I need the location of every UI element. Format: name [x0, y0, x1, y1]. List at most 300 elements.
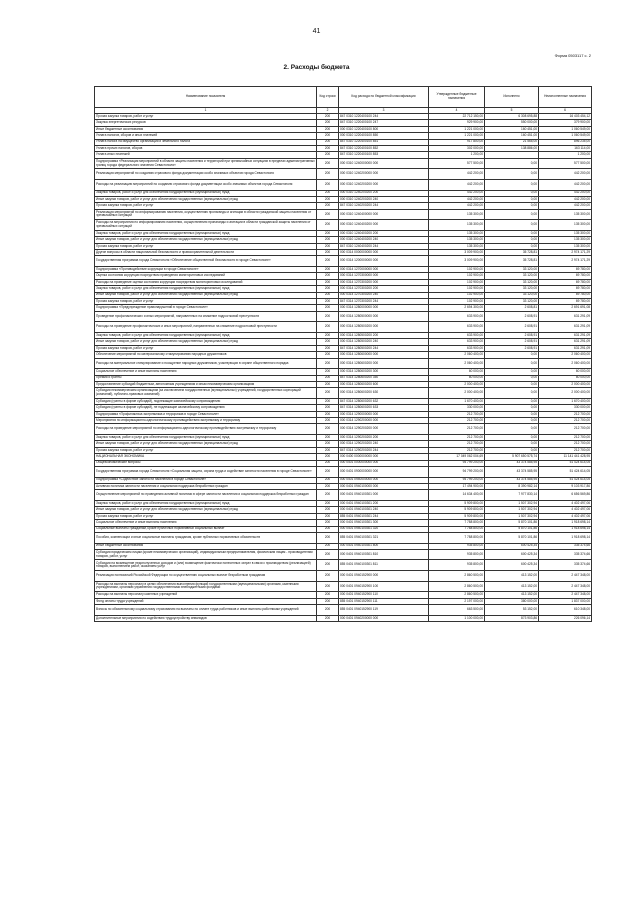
- cell-approved: 442 200,00: [429, 196, 485, 202]
- cell-line-code: 200: [317, 322, 339, 333]
- cell-kbk: 000 0314 1280600200 300: [339, 369, 429, 375]
- cell-executed: 0,00: [485, 369, 539, 375]
- cell-approved: 2 694 300,00: [429, 305, 485, 311]
- cell-approved: 302 000,00: [429, 145, 485, 151]
- cell-name: Прочая закупка товаров, работ и услуг: [95, 513, 317, 519]
- cell-name: Общеэкономические вопросы: [95, 460, 317, 466]
- cell-name: Социальное обеспечение и иные выплаты населению: [95, 520, 317, 526]
- header-unexecuted: Неисполненные назначения: [539, 87, 592, 108]
- header-number: 3: [339, 108, 429, 114]
- cell-executed: 0,00: [485, 230, 539, 236]
- cell-approved: 14 634 400,00: [429, 490, 485, 501]
- cell-executed: 0,00: [485, 398, 539, 404]
- cell-kbk: 000 0310 1240200200 000: [339, 179, 429, 190]
- cell-name: Прочая закупка товаров, работ и услуг: [95, 203, 317, 209]
- cell-unexecuted: 4 402 497,06: [539, 500, 592, 506]
- header-line-code: Код строки: [317, 87, 339, 108]
- cell-approved: 935 800,00: [429, 543, 485, 549]
- cell-line-code: 200: [317, 424, 339, 435]
- cell-executed: 33 120,00: [485, 279, 539, 285]
- cell-kbk: 000 0314 1200000000 000: [339, 256, 429, 267]
- cell-line-code: 200: [317, 447, 339, 453]
- cell-line-code: 200: [317, 339, 339, 345]
- cell-line-code: 200: [317, 243, 339, 249]
- cell-unexecuted: 1 837 000,00: [539, 598, 592, 604]
- cell-kbk: 000 0310 1240200000 000: [339, 169, 429, 180]
- cell-approved: 212 700,00: [429, 447, 485, 453]
- cell-unexecuted: 896 235,00: [539, 139, 592, 145]
- cell-approved: 7 788 800,00: [429, 526, 485, 532]
- cell-approved: 135 300,00: [429, 220, 485, 231]
- cell-kbk: 000 0314 1280600200 600: [339, 381, 429, 387]
- cell-name: Пособия, компенсации и иные социальные выплаты гражданам, кроме публичных нормативных обязательств: [95, 532, 317, 543]
- cell-line-code: 200: [317, 152, 339, 158]
- cell-name: НАЦИОНАЛЬНАЯ ЭКОНОМИКА: [95, 454, 317, 460]
- cell-line-code: 200: [317, 405, 339, 411]
- cell-unexecuted: 2 000 400,00: [539, 381, 592, 387]
- cell-line-code: 200: [317, 311, 339, 322]
- cell-line-code: 200: [317, 286, 339, 292]
- cell-executed: 0,00: [485, 196, 539, 202]
- cell-name: Социальное обеспечение и иные выплаты населению: [95, 369, 317, 375]
- cell-approved: 17 049 062 004,69: [429, 454, 485, 460]
- cell-kbk: 000 0314 1270300200 000: [339, 279, 429, 285]
- cell-executed: 5 870 101,86: [485, 520, 539, 526]
- cell-unexecuted: 2 000 400,00: [539, 388, 592, 399]
- cell-unexecuted: 610 348,00: [539, 605, 592, 616]
- cell-approved: 212 700,00: [429, 424, 485, 435]
- cell-name: Обеспечение мероприятий по материальному стимулированию народных дружинников: [95, 352, 317, 358]
- cell-name: Закупка товаров, работ и услуг для обеспечения государственных (муниципальных) нужд: [95, 435, 317, 441]
- cell-unexecuted: 4 402 497,06: [539, 513, 592, 519]
- cell-executed: 2 608,91: [485, 322, 539, 333]
- cell-unexecuted: 135 300,00: [539, 209, 592, 220]
- cell-approved: 1 670 400,00: [429, 398, 485, 404]
- cell-approved: 7 788 800,00: [429, 520, 485, 526]
- header-name: Наименование показателя: [95, 87, 317, 108]
- cell-line-code: 200: [317, 560, 339, 571]
- cell-approved: 2 860 500,00: [429, 571, 485, 582]
- cell-executed: 600 425,34: [485, 549, 539, 560]
- cell-name: Иные закупки товаров, работ и услуг для обеспечения государственных (муниципальных) нужд: [95, 292, 317, 298]
- cell-unexecuted: 442 200,00: [539, 203, 592, 209]
- cell-executed: 0,00: [485, 352, 539, 358]
- cell-kbk: 000 0401 0940000000 000: [339, 477, 429, 483]
- header-kbk: Код расхода по бюджетной классификации: [339, 87, 429, 108]
- cell-kbk: 000 0401 0900000000 000: [339, 466, 429, 477]
- cell-executed: 5 907 650 575,74: [485, 454, 539, 460]
- cell-executed: 8 390 982,14: [485, 483, 539, 489]
- form-code: Форма 0503117 с. 2: [554, 53, 591, 58]
- cell-kbk: 847 0310 1220400100 247: [339, 120, 429, 126]
- cell-executed: 0,00: [485, 441, 539, 447]
- cell-approved: 102 900,00: [429, 273, 485, 279]
- cell-line-code: 200: [317, 267, 339, 273]
- cell-line-code: 200: [317, 179, 339, 190]
- cell-unexecuted: 212 700,00: [539, 447, 592, 453]
- cell-approved: 5 909 800,00: [429, 507, 485, 513]
- cell-name: Государственная программа города Севастополя «Обеспечение общественной безопасности в городе Севастополе»: [95, 256, 317, 267]
- table-row: [95, 220, 592, 231]
- cell-executed: 550 000,00: [485, 120, 539, 126]
- cell-kbk: 000 0314 1290200200 200: [339, 435, 429, 441]
- header-number: 2: [317, 108, 339, 114]
- cell-line-code: 200: [317, 220, 339, 231]
- cell-name: Подпрограмма «Предупреждение правонарушений в городе Севастополе»: [95, 305, 317, 311]
- cell-name: Реализация мероприятий по созданию страхового фонда документации особо значимых объектов города Севастополя: [95, 169, 317, 180]
- cell-name: Расходы на проведение мероприятий по информационно-идеологическому противодействию экстремизму и терроризму: [95, 424, 317, 435]
- cell-kbk: 000 0401 0940100301 300: [339, 520, 429, 526]
- cell-kbk: 855 0401 0940100301 811: [339, 560, 429, 571]
- cell-executed: 33 120,00: [485, 286, 539, 292]
- cell-name: Субсидии некоммерческим организациям (за исключением государственных (муниципальных) учреждений, государственных корпораций (компаний), публично-правовых компаний): [95, 388, 317, 399]
- cell-approved: 577 500,00: [429, 158, 485, 169]
- cell-approved: 102 900,00: [429, 286, 485, 292]
- cell-kbk: 000 0314 1290000000 000: [339, 411, 429, 417]
- cell-unexecuted: 631 291,09: [539, 345, 592, 351]
- cell-kbk: 000 0401 0000000000 000: [339, 460, 429, 466]
- cell-approved: 5 909 800,00: [429, 500, 485, 506]
- cell-approved: 1 200,00: [429, 152, 485, 158]
- cell-executed: 0,00: [485, 243, 539, 249]
- cell-approved: 17 494 900,00: [429, 483, 485, 489]
- cell-unexecuted: 226 096,14: [539, 615, 592, 621]
- cell-approved: 633 900,00: [429, 339, 485, 345]
- cell-executed: 7 977 830,14: [485, 490, 539, 501]
- cell-kbk: 847 0314 1270300200 244: [339, 298, 429, 304]
- cell-executed: 413 152,00: [485, 571, 539, 582]
- cell-unexecuted: 2 060 400,00: [539, 358, 592, 369]
- header-number: 6: [539, 108, 592, 114]
- cell-name: Закупка товаров, работ и услуг для обеспечения государственных (муниципальных) нужд: [95, 286, 317, 292]
- table-row: [95, 490, 592, 501]
- cell-kbk: 000 0314 1280500200 240: [339, 339, 429, 345]
- cell-executed: 1 507 302,94: [485, 500, 539, 506]
- cell-executed: 380 000,00: [485, 598, 539, 604]
- cell-approved: 442 200,00: [429, 203, 485, 209]
- cell-kbk: 000 0401 0940152900 100: [339, 581, 429, 592]
- cell-line-code: 200: [317, 190, 339, 196]
- cell-kbk: 000 0314 1280600200 630: [339, 388, 429, 399]
- cell-approved: 1 221 000,00: [429, 133, 485, 139]
- cell-line-code: 200: [317, 532, 339, 543]
- cell-unexecuted: 163 114,00: [539, 145, 592, 151]
- cell-name: Подпрограмма «Содействие занятости населения в городе Севастополе»: [95, 477, 317, 483]
- cell-unexecuted: 2 974 171,29: [539, 250, 592, 256]
- cell-name: Дополнительные мероприятия по содействию трудоустройству инвалидов: [95, 615, 317, 621]
- cell-kbk: 000 0314 1280600000 000: [339, 352, 429, 358]
- cell-approved: 7 788 800,00: [429, 532, 485, 543]
- cell-unexecuted: 631 291,09: [539, 339, 592, 345]
- cell-unexecuted: 442 200,00: [539, 196, 592, 202]
- cell-kbk: 855 0401 0940100301 321: [339, 532, 429, 543]
- cell-line-code: 200: [317, 145, 339, 151]
- table-row: [95, 388, 592, 399]
- cell-name: Уплата прочих налогов, сборов: [95, 145, 317, 151]
- cell-kbk: 000 0401 0940100301 810: [339, 549, 429, 560]
- cell-approved: 135 300,00: [429, 243, 485, 249]
- cell-approved: 633 900,00: [429, 332, 485, 338]
- cell-kbk: 000 0314 1270300000 000: [339, 273, 429, 279]
- cell-unexecuted: 60 000,00: [539, 375, 592, 381]
- cell-line-code: 200: [317, 352, 339, 358]
- cell-executed: 0,00: [485, 411, 539, 417]
- cell-kbk: 000 0314 1280500000 000: [339, 311, 429, 322]
- table-row: [95, 169, 592, 180]
- cell-unexecuted: 2 447 348,00: [539, 581, 592, 592]
- cell-kbk: 000 0310 1240200200 240: [339, 196, 429, 202]
- cell-executed: 33 120,00: [485, 267, 539, 273]
- cell-executed: 2 608,91: [485, 345, 539, 351]
- cell-kbk: 000 0310 1240400200 240: [339, 237, 429, 243]
- cell-kbk: 847 0314 1280600200 350: [339, 375, 429, 381]
- header-number: 4: [429, 108, 485, 114]
- cell-kbk: 855 0401 0940152900 119: [339, 605, 429, 616]
- cell-approved: 633 900,00: [429, 311, 485, 322]
- cell-name: Реализация полномочий Российской Федерации по осуществлению социальных выплат безработным гражданам: [95, 571, 317, 582]
- cell-executed: 600 425,34: [485, 543, 539, 549]
- cell-executed: 5 870 101,86: [485, 526, 539, 532]
- cell-executed: 33 120,00: [485, 292, 539, 298]
- cell-line-code: 200: [317, 571, 339, 582]
- cell-kbk: 847 0310 1240400200 244: [339, 243, 429, 249]
- cell-name: Осуществление мероприятий по проведению активной политики в сфере занятости населения и социальная поддержка безработных граждан: [95, 490, 317, 501]
- cell-name: Уплата налогов, сборов и иных платежей: [95, 133, 317, 139]
- cell-unexecuted: 379 900,00: [539, 120, 592, 126]
- cell-executed: 35 728,81: [485, 256, 539, 267]
- cell-name: Реализация мероприятий по информированию населения, осуществлению пропаганды и агитации в области гражданской защиты населения от чрезвычайных ситуаций: [95, 209, 317, 220]
- cell-line-code: 200: [317, 292, 339, 298]
- page-number: 41: [312, 28, 321, 35]
- header-number: 1: [95, 108, 317, 114]
- cell-executed: 0,00: [485, 447, 539, 453]
- cell-line-code: 200: [317, 460, 339, 466]
- cell-kbk: 847 0310 1220400100 853: [339, 152, 429, 158]
- cell-executed: 0,00: [485, 209, 539, 220]
- cell-executed: 5 870 101,86: [485, 532, 539, 543]
- cell-unexecuted: 51 424 614,05: [539, 477, 592, 483]
- cell-unexecuted: 1 670 400,00: [539, 398, 592, 404]
- cell-name: Расходы на выплаты персоналу казенных учреждений: [95, 592, 317, 598]
- cell-approved: 2 860 500,00: [429, 581, 485, 592]
- cell-unexecuted: 135 300,00: [539, 230, 592, 236]
- cell-kbk: 000 0310 1240400000 000: [339, 209, 429, 220]
- cell-kbk: 000 0314 1280600200 000: [339, 358, 429, 369]
- cell-line-code: 200: [317, 581, 339, 592]
- cell-kbk: 000 0310 1240400200 000: [339, 220, 429, 231]
- cell-name: Премии и гранты: [95, 375, 317, 381]
- cell-executed: 0,00: [485, 190, 539, 196]
- cell-approved: 935 800,00: [429, 549, 485, 560]
- cell-kbk: 000 0401 0940100301 200: [339, 500, 429, 506]
- cell-kbk: 000 0314 1280000000 000: [339, 305, 429, 311]
- header-number: 5: [485, 108, 539, 114]
- cell-approved: 929 900,00: [429, 120, 485, 126]
- cell-approved: 135 300,00: [429, 209, 485, 220]
- cell-executed: 0,00: [485, 381, 539, 387]
- cell-approved: 212 700,00: [429, 441, 485, 447]
- table-row: [95, 179, 592, 190]
- cell-executed: 873 903,86: [485, 615, 539, 621]
- cell-line-code: 200: [317, 615, 339, 621]
- cell-line-code: 200: [317, 543, 339, 549]
- cell-unexecuted: 69 780,00: [539, 298, 592, 304]
- cell-approved: 22 712 150,00: [429, 114, 485, 120]
- cell-approved: 1 100 000,00: [429, 615, 485, 621]
- cell-executed: 0,00: [485, 358, 539, 369]
- cell-executed: 2 608,91: [485, 311, 539, 322]
- cell-name: Закупка товаров, работ и услуг для обеспечения государственных (муниципальных) нужд: [95, 332, 317, 338]
- cell-line-code: 200: [317, 209, 339, 220]
- cell-line-code: 200: [317, 256, 339, 267]
- cell-executed: 600 425,34: [485, 560, 539, 571]
- cell-unexecuted: 51 424 614,05: [539, 466, 592, 477]
- cell-line-code: 200: [317, 526, 339, 532]
- cell-line-code: 200: [317, 411, 339, 417]
- cell-kbk: 000 0401 0940100301 240: [339, 507, 429, 513]
- cell-executed: 1 507 302,94: [485, 513, 539, 519]
- cell-unexecuted: 631 291,09: [539, 322, 592, 333]
- header-executed: Исполнено: [485, 87, 539, 108]
- cell-executed: 0,00: [485, 424, 539, 435]
- cell-executed: 2 608,91: [485, 339, 539, 345]
- cell-approved: 633 900,00: [429, 322, 485, 333]
- cell-line-code: 200: [317, 345, 339, 351]
- cell-kbk: 000 0401 0940100301 000: [339, 490, 429, 501]
- cell-unexecuted: 1 060 549,00: [539, 126, 592, 132]
- cell-name: Субсидии (гранты в форме субсидий), подлежащие казначейскому сопровождению: [95, 398, 317, 404]
- cell-kbk: 855 0401 0940100301 244: [339, 513, 429, 519]
- cell-approved: 102 900,00: [429, 279, 485, 285]
- cell-name: Подпрограмма «Профилактика экстремизма и терроризма в городе Севастополе»: [95, 411, 317, 417]
- cell-line-code: 200: [317, 441, 339, 447]
- cell-approved: 94 799 200,00: [429, 460, 485, 466]
- cell-executed: 1 507 302,94: [485, 507, 539, 513]
- cell-name: Субсидии (гранты в форме субсидий), не подлежащие казначейскому сопровождению: [95, 405, 317, 411]
- cell-kbk: 000 0314 1280500200 200: [339, 332, 429, 338]
- cell-kbk: 847 0310 1220400100 851: [339, 139, 429, 145]
- cell-kbk: 000 0401 0940100301 320: [339, 526, 429, 532]
- cell-approved: 5 909 800,00: [429, 513, 485, 519]
- cell-name: Расходы на проведение оценки состояния коррупции посредством мониторинговых исследований: [95, 279, 317, 285]
- cell-executed: 0,00: [485, 220, 539, 231]
- table-row: [95, 581, 592, 592]
- cell-executed: 43 374 585,95: [485, 460, 539, 466]
- cell-line-code: 200: [317, 549, 339, 560]
- cell-unexecuted: 212 700,00: [539, 441, 592, 447]
- cell-name: Иные закупки товаров, работ и услуг для обеспечения государственных (муниципальных) нужд: [95, 339, 317, 345]
- table-row: [95, 615, 592, 621]
- cell-approved: 2 000 400,00: [429, 388, 485, 399]
- cell-approved: 60 000,00: [429, 369, 485, 375]
- cell-line-code: 200: [317, 298, 339, 304]
- cell-unexecuted: 135 300,00: [539, 237, 592, 243]
- cell-unexecuted: 212 700,00: [539, 424, 592, 435]
- cell-line-code: 200: [317, 466, 339, 477]
- table-row: [95, 358, 592, 369]
- cell-line-code: 200: [317, 454, 339, 460]
- cell-executed: 0,00: [485, 169, 539, 180]
- cell-kbk: 847 0314 1280500200 244: [339, 345, 429, 351]
- cell-unexecuted: 2 447 348,00: [539, 571, 592, 582]
- cell-line-code: 200: [317, 598, 339, 604]
- cell-executed: 43 374 585,95: [485, 466, 539, 477]
- cell-approved: 212 700,00: [429, 418, 485, 424]
- cell-kbk: 000 0401 0940152900 110: [339, 592, 429, 598]
- cell-executed: 0,00: [485, 237, 539, 243]
- table-row: [95, 466, 592, 477]
- cell-line-code: 200: [317, 358, 339, 369]
- cell-unexecuted: 442 200,00: [539, 179, 592, 190]
- cell-name: Иные закупки товаров, работ и услуг для обеспечения государственных (муниципальных) нужд: [95, 237, 317, 243]
- cell-line-code: 200: [317, 520, 339, 526]
- cell-kbk: 000 0310 1240200200 200: [339, 190, 429, 196]
- cell-name: Подпрограмма «Реализация мероприятий в области защиты населения и территорий при чрезвычайных ситуациях в пределах административных границ города федерального значения Севастополя»: [95, 158, 317, 169]
- cell-kbk: 000 0314 1290200000 000: [339, 418, 429, 424]
- cell-approved: 633 900,00: [429, 345, 485, 351]
- cell-name: Активная политика занятости населения и социальная поддержка безработных граждан: [95, 483, 317, 489]
- table-row: [95, 256, 592, 267]
- cell-line-code: 200: [317, 592, 339, 598]
- cell-name: Закупка товаров, работ и услуг для обеспечения государственных (муниципальных) нужд: [95, 230, 317, 236]
- cell-line-code: 200: [317, 477, 339, 483]
- expenses-table: [94, 86, 592, 622]
- cell-unexecuted: 2 974 171,29: [539, 256, 592, 267]
- cell-name: Иные бюджетные ассигнования: [95, 543, 317, 549]
- cell-line-code: 200: [317, 398, 339, 404]
- cell-approved: 442 200,00: [429, 179, 485, 190]
- cell-line-code: 200: [317, 305, 339, 311]
- cell-kbk: 000 0310 1220400100 800: [339, 126, 429, 132]
- cell-line-code: 200: [317, 507, 339, 513]
- cell-name: Мероприятия по информационно-идеологическому противодействию экстремизму и терроризму: [95, 418, 317, 424]
- cell-name: Иные закупки товаров, работ и услуг для обеспечения государственных (муниципальных) нужд: [95, 196, 317, 202]
- cell-kbk: 000 0310 1240000000 000: [339, 158, 429, 169]
- cell-unexecuted: 2 691 691,08: [539, 305, 592, 311]
- cell-line-code: 200: [317, 369, 339, 375]
- cell-executed: 0,00: [485, 405, 539, 411]
- cell-name: Прочая закупка товаров, работ и услуг: [95, 345, 317, 351]
- cell-name: Закупка энергетических ресурсов: [95, 120, 317, 126]
- cell-kbk: 000 0401 0940100000 000: [339, 483, 429, 489]
- cell-unexecuted: 69 780,00: [539, 286, 592, 292]
- cell-kbk: 847 0310 1220400100 244: [339, 114, 429, 120]
- cell-executed: 0,00: [485, 158, 539, 169]
- cell-unexecuted: 135 300,00: [539, 220, 592, 231]
- cell-executed: 33 120,00: [485, 273, 539, 279]
- cell-unexecuted: 6 656 569,86: [539, 490, 592, 501]
- cell-line-code: 200: [317, 513, 339, 519]
- cell-executed: 21 565,00: [485, 139, 539, 145]
- cell-executed: 43 374 585,95: [485, 477, 539, 483]
- cell-unexecuted: 2 447 348,00: [539, 592, 592, 598]
- cell-kbk: 000 0310 1240400200 200: [339, 230, 429, 236]
- cell-unexecuted: 335 374,66: [539, 549, 592, 560]
- cell-unexecuted: 1 060 549,00: [539, 133, 592, 139]
- cell-name: Взносы по обязательному социальному страхованию на выплаты по оплате труда работников и иные выплаты работникам учреждений: [95, 605, 317, 616]
- cell-name: Иные закупки товаров, работ и услуг для обеспечения государственных (муниципальных) нужд: [95, 507, 317, 513]
- cell-name: Другие вопросы в области национальной безопасности и правоохранительной деятельности: [95, 250, 317, 256]
- cell-executed: 53 152,00: [485, 605, 539, 616]
- cell-executed: 35 728,81: [485, 250, 539, 256]
- section-title: 2. Расходы бюджета: [283, 64, 350, 71]
- cell-line-code: 200: [317, 203, 339, 209]
- cell-unexecuted: 69 780,00: [539, 273, 592, 279]
- cell-name: Расходы на проведение профилактических и иных мероприятий, направленных на снижение подростковой преступности: [95, 322, 317, 333]
- cell-kbk: 000 0314 1290200200 000: [339, 424, 429, 435]
- cell-line-code: 200: [317, 435, 339, 441]
- cell-unexecuted: 1 200,00: [539, 152, 592, 158]
